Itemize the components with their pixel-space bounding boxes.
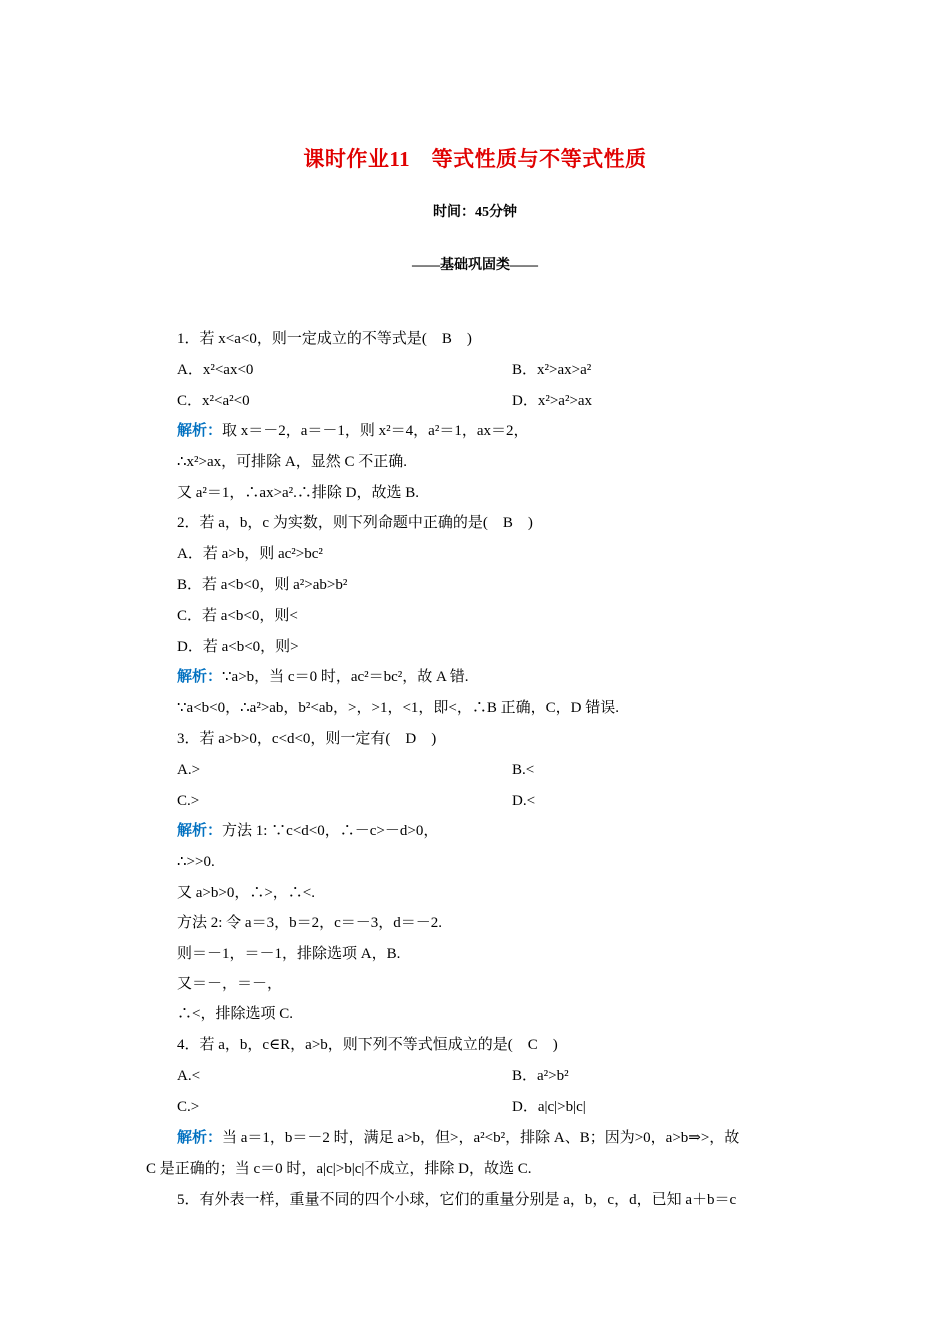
line-text: B．a²>b² [512, 1068, 569, 1084]
line-text: C 是正确的；当 c＝0 时，a|c|>b|c|不成立，排除 D，故选 C. [146, 1161, 532, 1177]
text-line [177, 483, 419, 503]
line-text: D.< [512, 793, 536, 809]
line-text: 5．有外表一样，重量不同的四个小球，它们的重量分别是 a，b，c，d，已知 a＋b＝c [177, 1192, 737, 1208]
line-text: ∴<，排除选项 C. [177, 1006, 293, 1022]
page-title: 课时作业11 等式性质与不等式性质 [303, 147, 647, 171]
solution-line [177, 667, 469, 687]
text-line [177, 360, 253, 380]
solution-label: 解析： [177, 823, 223, 839]
text-line [177, 575, 347, 595]
text-line [177, 852, 215, 872]
text-line [512, 1097, 586, 1117]
text-line [177, 637, 299, 657]
line-text: 1．若 x<a<0，则一定成立的不等式是( B ) [177, 331, 472, 347]
text-line [512, 391, 592, 411]
text-line [177, 329, 472, 349]
line-text: 又 a²＝1，∴ax>a².∴排除 D，故选 B. [177, 485, 420, 501]
text-line [512, 1066, 569, 1086]
text-line [512, 760, 534, 780]
solution-line [177, 821, 438, 841]
text-line [177, 1004, 293, 1024]
line-text: A.> [177, 762, 201, 778]
time-limit: 时间：45分钟 [433, 205, 517, 220]
line-text: B．x²>ax>a² [512, 362, 592, 378]
text-line [177, 1097, 199, 1117]
section-heading: ——基础巩固类—— [412, 258, 538, 273]
line-text: B．若 a<b<0，则 a²>ab>b² [177, 577, 348, 593]
line-text: 方法 1: ∵c<d<0，∴－c>－d>0， [222, 823, 439, 839]
text-line [177, 913, 442, 933]
solution-label: 解析： [177, 1130, 223, 1146]
line-text: 又 a>b>0，∴>，∴<. [177, 885, 315, 901]
solution-line [177, 1128, 739, 1148]
text-line [177, 513, 533, 533]
text-line [177, 974, 282, 994]
solution-line [177, 421, 529, 441]
line-text: 2．若 a，b，c 为实数，则下列命题中正确的是( B ) [177, 515, 533, 531]
text-line [177, 1066, 200, 1086]
line-text: 3．若 a>b>0，c<d<0，则一定有( D ) [177, 731, 437, 747]
text-line [177, 698, 619, 718]
text-line [512, 791, 535, 811]
line-text: A.< [177, 1068, 201, 1084]
text-line [177, 760, 200, 780]
text-line [512, 360, 591, 380]
line-text: 取 x＝－2，a＝－1，则 x²＝4，a²＝1，ax＝2， [222, 423, 529, 439]
line-text: C．若 a<b<0，则< [177, 608, 298, 624]
line-text: A．若 a>b，则 ac²>bc² [177, 546, 323, 562]
line-text: C．x²<a²<0 [177, 393, 250, 409]
text-line [177, 391, 250, 411]
text-line [177, 729, 436, 749]
line-text: D．若 a<b<0，则> [177, 639, 299, 655]
line-text: 当 a＝1，b＝－2 时，满足 a>b，但>，a²<b²，排除 A、B；因为>0，a>b⇒>，故 [222, 1130, 740, 1146]
line-text: ∵a>b，当 c＝0 时，ac²＝bc²，故 A 错. [222, 669, 469, 685]
line-text: B.< [512, 762, 535, 778]
line-text: D．x²>a²>ax [512, 393, 593, 409]
text-line [177, 1190, 736, 1210]
line-text: ∴>>0. [177, 854, 215, 870]
text-line [177, 944, 400, 964]
line-text: C.> [177, 1099, 200, 1115]
text-line [177, 452, 407, 472]
solution-label: 解析： [177, 423, 223, 439]
line-text: ∵a<b<0，∴a²>ab，b²<ab，>，>1，<1，即<，∴B 正确，C，D 错误. [177, 700, 619, 716]
line-text: 又＝－，＝－， [177, 976, 283, 992]
text-line [177, 1035, 558, 1055]
text-line [177, 606, 298, 626]
text-line [146, 1159, 531, 1179]
line-text: C.> [177, 793, 200, 809]
solution-label: 解析： [177, 669, 223, 685]
text-line [177, 883, 315, 903]
line-text: 方法 2: 令 a＝3，b＝2，c＝－3，d＝－2. [177, 915, 442, 931]
line-text: 则＝－1，＝－1，排除选项 A，B. [177, 946, 401, 962]
line-text: 4．若 a，b，c∈R，a>b，则下列不等式恒成立的是( C ) [177, 1037, 558, 1053]
line-text: ∴x²>ax，可排除 A，显然 C 不正确. [177, 454, 407, 470]
text-line [177, 544, 323, 564]
line-text: A．x²<ax<0 [177, 362, 254, 378]
line-text: D．a|c|>b|c| [512, 1099, 586, 1115]
text-line [177, 791, 199, 811]
